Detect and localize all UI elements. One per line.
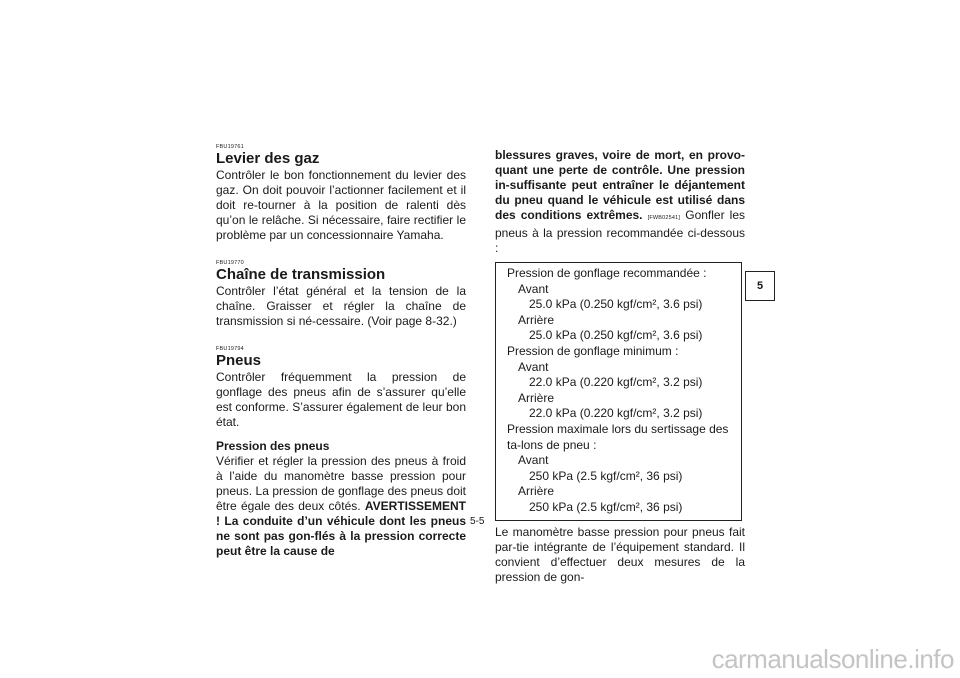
throttle-section-heading: Levier des gaz — [216, 150, 320, 167]
recommended-rear-value: 25.0 kPa (0.250 kgf/cm², 3.6 psi) — [529, 328, 703, 343]
inflate-instructions: Gonfler les pneus à la pression recommandée ci-dessous : — [495, 208, 746, 255]
left-column — [216, 144, 466, 559]
seating-front-value: 250 kPa (2.5 kgf/cm², 36 psi) — [529, 468, 683, 483]
minimum-rear-value: 22.0 kPa (0.220 kgf/cm², 3.2 psi) — [529, 406, 703, 421]
chapter-tab: 5 — [745, 271, 775, 301]
right-column — [495, 148, 745, 585]
warning-text-right: blessures graves, voire de mort, en provo-quant une perte de contrôle. Une pression in-suffisante peut entraîner le déjantement du pneu quand le véhicule est utilisé dans des conditions extrêmes. — [495, 148, 745, 222]
tires-section-heading: Pneus — [216, 352, 262, 369]
recommended-rear-label: Arrière — [518, 312, 555, 327]
seating-rear-label: Arrière — [518, 484, 555, 499]
tire-pressure-text — [216, 454, 466, 559]
tires-section-code: FBU19794 — [216, 346, 244, 352]
warning-label: AVERTISSEMENT ! — [216, 499, 466, 528]
warning-text-left: La conduite d’un véhicule dont les pneus ne sont pas gon-flés à la pression correcte peut être la cause de — [216, 514, 467, 558]
page-number: 5-5 — [470, 516, 485, 527]
chain-section-code: FBU19770 — [216, 260, 244, 266]
tires-section-text: Contrôler fréquemment la pression de gonflage des pneus afin de s’assurer qu’elle est conforme. S’assurer également de leur bon état. — [216, 370, 466, 429]
seating-rear-value: 250 kPa (2.5 kgf/cm², 36 psi) — [529, 499, 683, 514]
tire-pressure-subheading: Pression des pneus — [216, 439, 330, 453]
minimum-rear-label: Arrière — [518, 390, 555, 405]
seating-front-label: Avant — [518, 453, 549, 468]
chain-section-heading: Chaîne de transmission — [216, 266, 386, 283]
minimum-front-label: Avant — [518, 359, 549, 374]
warning-continuation — [495, 148, 745, 256]
warning-code: [FWB02541] — [647, 215, 681, 221]
chain-section-text: Contrôler l’état général et la tension de la chaîne. Graisser et régler la chaîne de transmission si né-cessaire. (Voir page 8-32.) — [216, 284, 466, 328]
recommended-front-label: Avant — [518, 281, 549, 296]
tire-pressure-box — [495, 262, 742, 521]
recommended-front-value: 25.0 kPa (0.250 kgf/cm², 3.6 psi) — [529, 297, 703, 312]
watermark: carmanualsonline.info — [711, 644, 954, 674]
minimum-front-value: 22.0 kPa (0.220 kgf/cm², 3.2 psi) — [529, 375, 703, 390]
minimum-pressure-label: Pression de gonflage minimum : — [507, 343, 679, 358]
gauge-info-text: Le manomètre basse pression pour pneus fait par-tie intégrante de l’équipement standard. Il convient d’effectuer deux mesures de la pression de gon- — [495, 524, 745, 584]
throttle-section-code: FBU19761 — [216, 144, 244, 150]
bead-seating-pressure-label: Pression maximale lors du sertissage des ta-lons de pneu : — [507, 421, 729, 452]
throttle-section-text: Contrôler le bon fonctionnement du levier des gaz. On doit pouvoir l’actionner facilement et il doit re-tourner à la position de ralenti dès qu’on le relâche. Si nécessaire, faire rectifier le problème par un concessionnaire Yamaha. — [216, 168, 466, 242]
recommended-pressure-label: Pression de gonflage recommandée : — [507, 266, 707, 280]
tire-pressure-instructions: Vérifier et régler la pression des pneus à froid à l’aide du manomètre basse pression pour pneus. La pression de gonflage des pneus doit être égale des deux côtés. — [216, 454, 466, 513]
